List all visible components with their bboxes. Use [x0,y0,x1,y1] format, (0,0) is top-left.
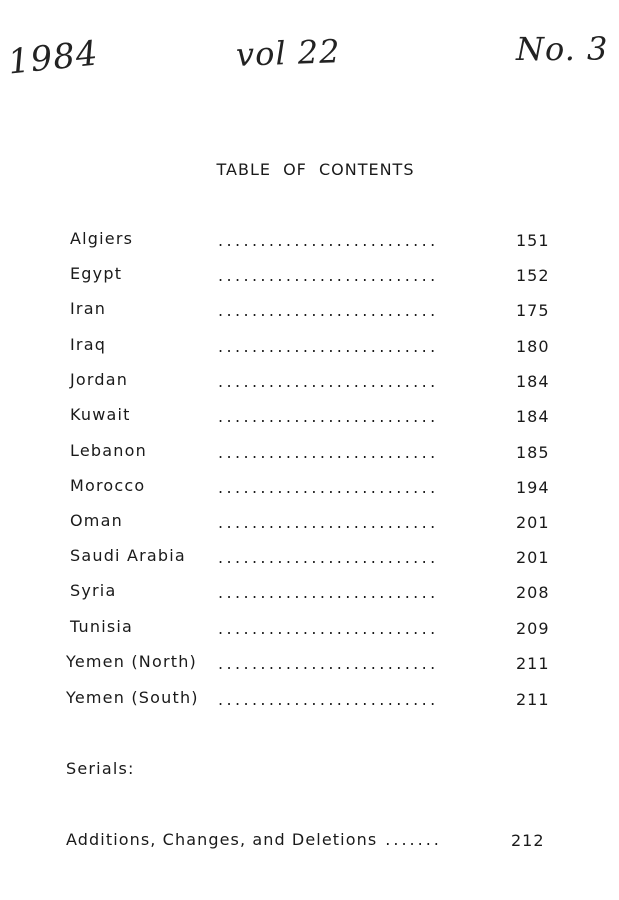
toc-entry-leader: .......................... [218,372,439,391]
page-title: TABLE OF CONTENTS [216,160,415,179]
serials-entry-leader: ....... [385,830,442,849]
handwritten-number: No. 3 [516,30,609,68]
toc-entry-name: Algiers [70,229,134,248]
serials-heading: Serials: [66,759,135,778]
toc-entry-page: 185 [516,443,550,462]
toc-entry [0,511,619,535]
toc-entry-name: Yemen (North) [66,652,197,671]
toc-entry [0,688,619,712]
serials-entry-name: Additions, Changes, and Deletions [66,830,378,849]
toc-entry-page: 208 [516,583,550,602]
toc-entry-leader: .......................... [218,266,439,285]
toc-entry-leader: .......................... [218,513,439,532]
toc-entry-page: 201 [516,548,550,567]
toc-entry-name: Syria [70,581,117,600]
toc-entry [0,581,619,605]
toc-entry [0,652,619,676]
handwritten-volume: vol 22 [235,32,342,74]
serials-entry [66,830,566,849]
toc-entry-name: Saudi Arabia [70,546,186,565]
toc-entry-leader: .......................... [218,583,439,602]
toc-entry [0,617,619,641]
toc-entry-page: 151 [516,231,550,250]
toc-entry-name: Jordan [70,370,129,389]
toc-entry-name: Yemen (South) [66,688,199,707]
toc-entry-name: Lebanon [70,441,147,460]
toc-entry-leader: .......................... [218,690,439,709]
toc-entry-page: 184 [516,372,550,391]
toc-entry-leader: .......................... [218,301,439,320]
toc-entry [0,476,619,500]
toc-entry [0,335,619,359]
toc-entry-leader: .......................... [218,654,439,673]
toc-entry-leader: .......................... [218,337,439,356]
toc-entry-page: 211 [516,654,550,673]
toc-entry-leader: .......................... [218,443,439,462]
toc-entry [0,441,619,465]
toc-entry-name: Morocco [70,476,146,495]
serials-entry-page: 212 [511,831,545,850]
toc-entry [0,546,619,570]
toc-entry-page: 209 [516,619,550,638]
toc-entry-page: 175 [516,301,550,320]
toc-entry-name: Kuwait [70,405,131,424]
toc-entry-name: Iraq [70,335,107,354]
toc-entry-page: 152 [516,266,550,285]
toc-entry [0,229,619,253]
toc-entry [0,405,619,429]
toc-entry [0,370,619,394]
toc-entry-name: Iran [70,299,107,318]
toc-entry-page: 211 [516,690,550,709]
toc-entry-page: 194 [516,478,550,497]
toc-entry-name: Egypt [70,264,123,283]
toc-entry-name: Tunisia [70,617,134,636]
toc-entry-page: 184 [516,407,550,426]
toc-entry-page: 180 [516,337,550,356]
toc-entry-leader: .......................... [218,407,439,426]
toc-entry-name: Oman [70,511,123,530]
toc-entry-leader: .......................... [218,478,439,497]
toc-entry-page: 201 [516,513,550,532]
toc-entry-leader: .......................... [218,619,439,638]
toc-entry [0,264,619,288]
toc-entry-leader: .......................... [218,548,439,567]
toc-entry-leader: .......................... [218,231,439,250]
handwritten-year: 1984 [6,33,101,83]
toc-entry [0,299,619,323]
